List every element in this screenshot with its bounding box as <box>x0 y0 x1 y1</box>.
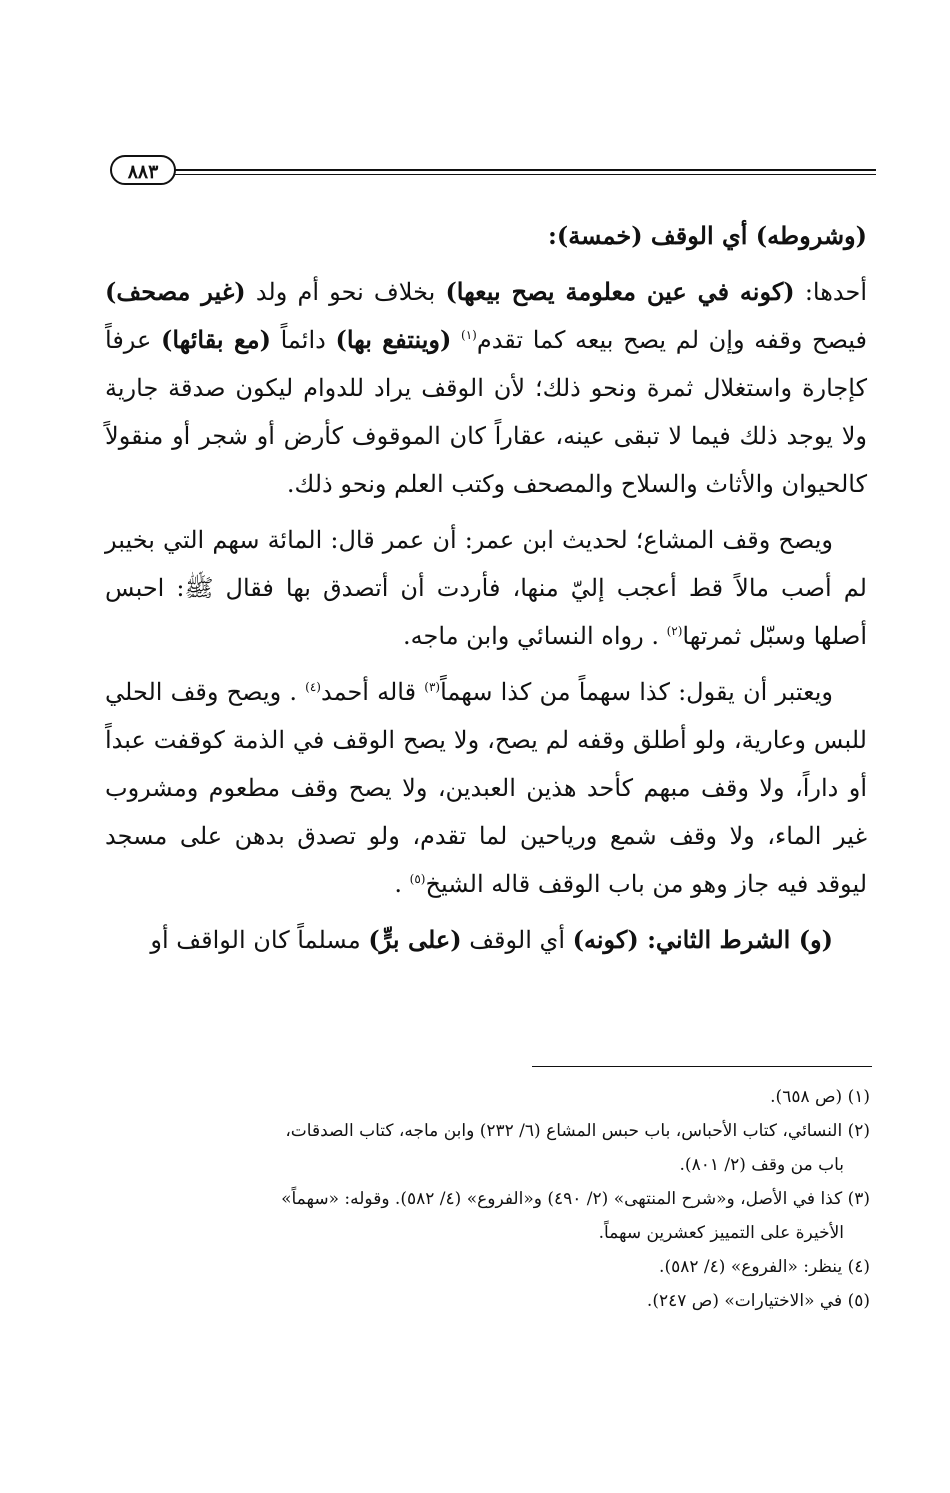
text-span: مسلماً كان الواقف أو <box>150 926 369 954</box>
text-span: قاله أحمد <box>320 678 425 706</box>
matn-span: (كونه في عين معلومة يصح بيعها) <box>445 277 795 306</box>
page-number: ٨٨٣ <box>110 155 176 185</box>
matn-span: (غير مصحف) <box>105 277 246 306</box>
footnote-5: (٥) في «الاختيارات» (ص ٢٤٧). <box>646 1291 870 1311</box>
footnote-ref-2: (٢) <box>666 624 683 638</box>
matn-span: (وينتفع بها) <box>335 325 452 354</box>
text-span: أحدها: <box>794 278 867 306</box>
text-span: ويعتبر أن يقول: كذا سهماً من كذا سهماً <box>440 678 834 706</box>
paragraph-first-condition <box>105 268 867 508</box>
text-span: عرفاً كإجارة واستغلال ثمرة ونحو ذلك؛ لأن الوقف يراد للدوام ليكون صدقة جارية ولا يوجد ذلك فيما لا تبقى عينه، عقاراً كان الموقوف كأرض أو شجر أو منقولاً كالحيوان والأثاث والسلاح والمصحف وكتب العلم ونحو ذلك. <box>105 326 867 498</box>
matn-span: (مع بقائها) <box>161 325 271 354</box>
paragraph-conditions-heading <box>105 212 867 260</box>
text-span: . ويصح وقف الحلي للبس وعارية، ولو أطلق وقفه لم يصح، ولا يصح الوقف في الذمة كوقفت عبداً أو داراً، ولا وقف مبهم كأحد هذين العبدين، ولا يصح وقف مطعوم ومشروب غير الماء، ولا وقف شمع ورياحين لما تقدم، ولو تصدق بدهن على مسجد ليوقد فيه جاز وهو من باب الوقف قاله الشيخ <box>105 678 867 898</box>
header-rule-thin <box>170 174 876 175</box>
paragraph-mushaa <box>105 516 867 660</box>
paragraph-second-condition <box>105 916 867 964</box>
footnote-3: (٣) كذا في الأصل، و«شرح المنتهى» (٢/ ٤٩٠) و«الفروع» (٤/ ٥٨٢). وقوله: «سهماً» <box>281 1189 870 1209</box>
footnote-ref-5: (٥) <box>409 872 426 886</box>
footnote-1: (١) (ص ٦٥٨). <box>770 1087 870 1107</box>
matn-span: (كونه) <box>572 925 639 954</box>
footnote-ref-4: (٤) <box>305 680 321 694</box>
footnote-3-continued: الأخيرة على التمييز كعشرين سهماً. <box>598 1223 844 1243</box>
text-span: فيصح وقفه وإن لم يصح بيعه كما تقدم <box>476 326 867 354</box>
text-span: . <box>394 870 410 898</box>
text-span: دائماً <box>270 326 336 354</box>
text-span: ويصح وقف المشاع؛ لحديث ابن عمر: أن عمر قال: المائة سهم التي بخيبر لم أصب مالاً قط أعجب إليّ منها، فأردت أن أتصدق بها فقال ﷺ: احبس أصلها وسبّل ثمرتها <box>105 526 867 650</box>
matn-span: (على برٍّ) <box>368 925 462 954</box>
footnote-ref-1: (١) <box>461 328 477 342</box>
header-rule <box>170 169 876 171</box>
page-header <box>110 155 876 185</box>
main-text <box>105 212 867 972</box>
footnotes <box>105 1080 870 1318</box>
matn-span: (و) الشرط الثاني: <box>638 925 833 954</box>
footnote-2-continued: باب من وقف (٢/ ٨٠١). <box>679 1155 844 1175</box>
footnote-2: (٢) النسائي، كتاب الأحباس، باب حبس المشاع (٦/ ٢٣٢) وابن ماجه، كتاب الصدقات، <box>285 1121 870 1141</box>
footnote-separator <box>532 1066 872 1067</box>
text-span: أي الوقف <box>461 926 573 954</box>
text-span: بخلاف نحو أم ولد <box>245 278 446 306</box>
footnote-4: (٤) ينظر: «الفروع» (٤/ ٥٨٢). <box>659 1257 870 1277</box>
text-span <box>451 326 461 354</box>
paragraph-wording <box>105 668 867 908</box>
text-span: . رواه النسائي وابن ماجه. <box>403 622 667 650</box>
heading-text: (وشروطه) أي الوقف (خمسة): <box>548 221 867 250</box>
footnote-ref-3: (٣) <box>424 680 441 694</box>
